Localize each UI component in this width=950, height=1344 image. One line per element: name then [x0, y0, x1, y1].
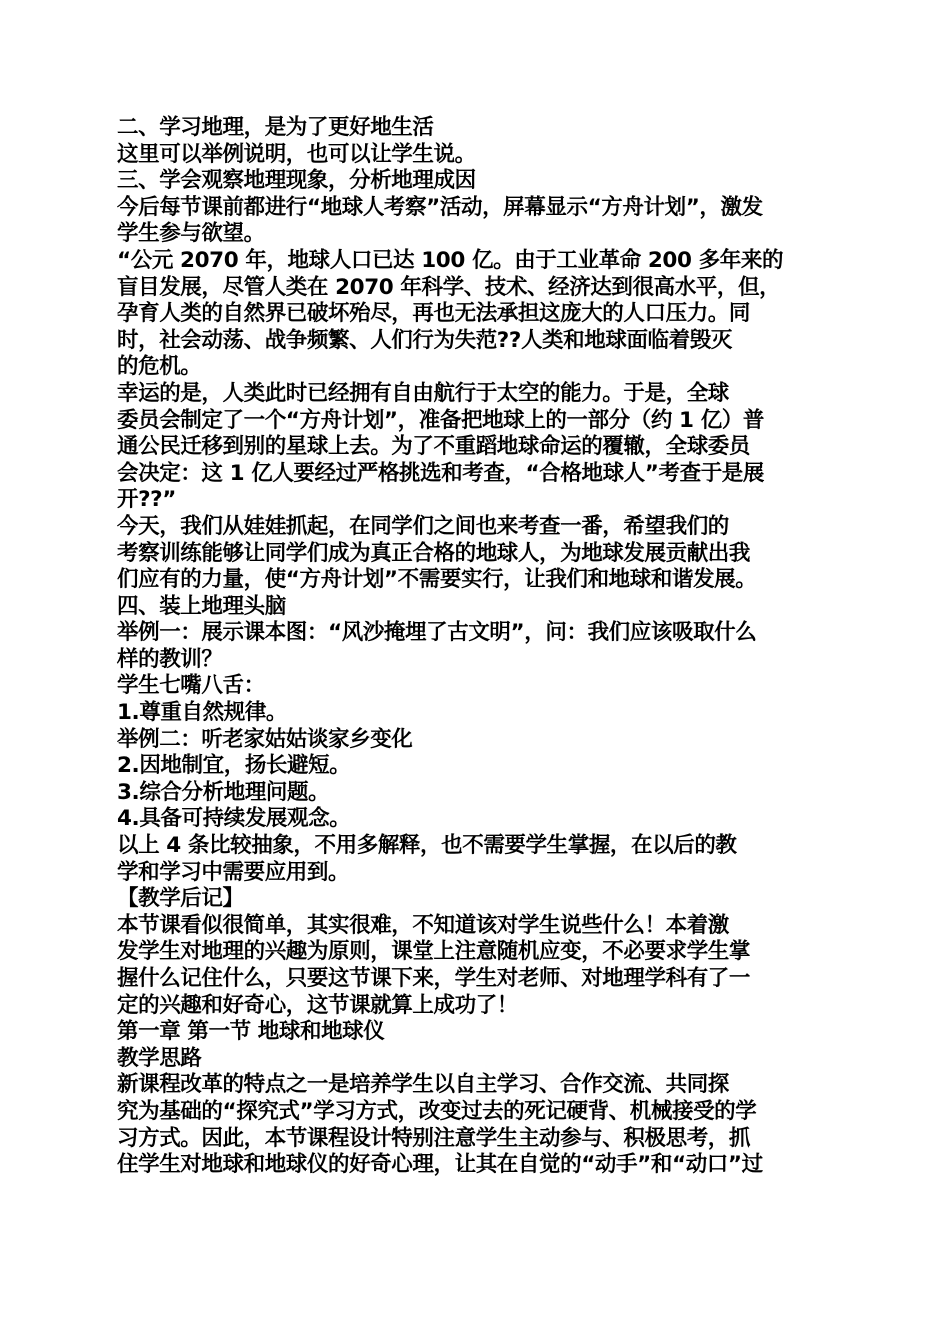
text-line: 定的兴趣和好奇心，这节课就算上成功了！	[117, 992, 518, 1018]
text-line: 学和学习中需要应用到。	[117, 859, 350, 885]
heading-line: 三、学会观察地理现象，分析地理成因	[117, 168, 476, 194]
text-line: 举例一：展示课本图：“风沙掩埋了古文明”，问：我们应该吸取什么	[117, 620, 757, 646]
list-item: 3.综合分析地理问题。	[117, 779, 330, 805]
list-item: 1.尊重自然规律。	[117, 700, 288, 726]
text-line: 样的教训？	[117, 646, 223, 672]
text-line: 时，社会动荡、战争频繁、人们行为失范??人类和地球面临着毁灭	[117, 327, 732, 353]
text-line: 开??”	[117, 487, 176, 513]
text-line: 盲目发展，尽管人类在 2070 年科学、技术、经济达到很高水平，但，	[117, 274, 781, 300]
text-line: 孕育人类的自然界已破坏殆尽，再也无法承担这庞大的人口压力。同	[117, 301, 751, 327]
section-heading: 【教学后记】	[117, 886, 244, 912]
text-line: 本节课看似很简单，其实很难，不知道该对学生说些什么！本着激	[117, 912, 729, 938]
text-line: 学生七嘴八舌：	[117, 673, 265, 699]
text-line: 委员会制定了一个“方舟计划”，准备把地球上的一部分（约 1 亿）普	[117, 407, 764, 433]
list-item: 2.因地制宜，扬长避短。	[117, 753, 351, 779]
heading-line: 教学思路	[117, 1045, 202, 1071]
text-line: 学生参与欲望。	[117, 221, 265, 247]
text-line: 以上 4 条比较抽象，不用多解释，也不需要学生掌握，在以后的教	[117, 833, 737, 859]
text-line: 握什么记住什么，只要这节课下来，学生对老师、对地理学科有了一	[117, 966, 751, 991]
text-line: 今后每节课前都进行“地球人考察”活动，屏幕显示“方舟计划”，激发	[117, 194, 763, 220]
text-line: 通公民迁移到别的星球上去。为了不重蹈地球命运的覆辙，全球委员	[117, 434, 751, 460]
heading-line: 四、装上地理头脑	[117, 593, 286, 619]
text-line: 会决定：这 1 亿人要经过严格挑选和考查，“合格地球人”考查于是展	[117, 460, 764, 486]
document-body	[117, 115, 835, 1179]
text-line: 习方式。因此，本节课程设计特别注意学生主动参与、积极思考，抓	[117, 1125, 751, 1151]
text-line: 新课程改革的特点之一是培养学生以自主学习、合作交流、共同探	[117, 1072, 729, 1098]
text-line: 幸运的是，人类此时已经拥有自由航行于太空的能力。于是，全球	[117, 380, 729, 406]
heading-line: 二、学习地理，是为了更好地生活	[117, 115, 434, 140]
text-line: 这里可以举例说明，也可以让学生说。	[117, 141, 476, 167]
text-line: 们应有的力量，使“方舟计划”不需要实行，让我们和地球和谐发展。	[117, 567, 757, 593]
text-line: “公元 2070 年，地球人口已达 100 亿。由于工业革命 200 多年来的	[117, 247, 784, 273]
text-line: 究为基础的“探究式”学习方式，改变过去的死记硬背、机械接受的学	[117, 1098, 757, 1124]
text-line: 举例二：听老家姑姑谈家乡变化	[117, 726, 413, 752]
chapter-heading: 第一章 第一节 地球和地球仪	[117, 1019, 385, 1045]
text-line: 考察训练能够让同学们成为真正合格的地球人，为地球发展贡献出我	[117, 540, 751, 566]
text-line: 的危机。	[117, 354, 202, 380]
text-line: 住学生对地球和地球仪的好奇心理，让其在自觉的“动手”和“动口”过	[117, 1152, 763, 1178]
text-line: 今天，我们从娃娃抓起，在同学们之间也来考查一番，希望我们的	[117, 513, 729, 539]
text-line: 发学生对地理的兴趣为原则，课堂上注意随机应变，不必要求学生掌	[117, 939, 751, 965]
list-item: 4.具备可持续发展观念。	[117, 806, 351, 832]
